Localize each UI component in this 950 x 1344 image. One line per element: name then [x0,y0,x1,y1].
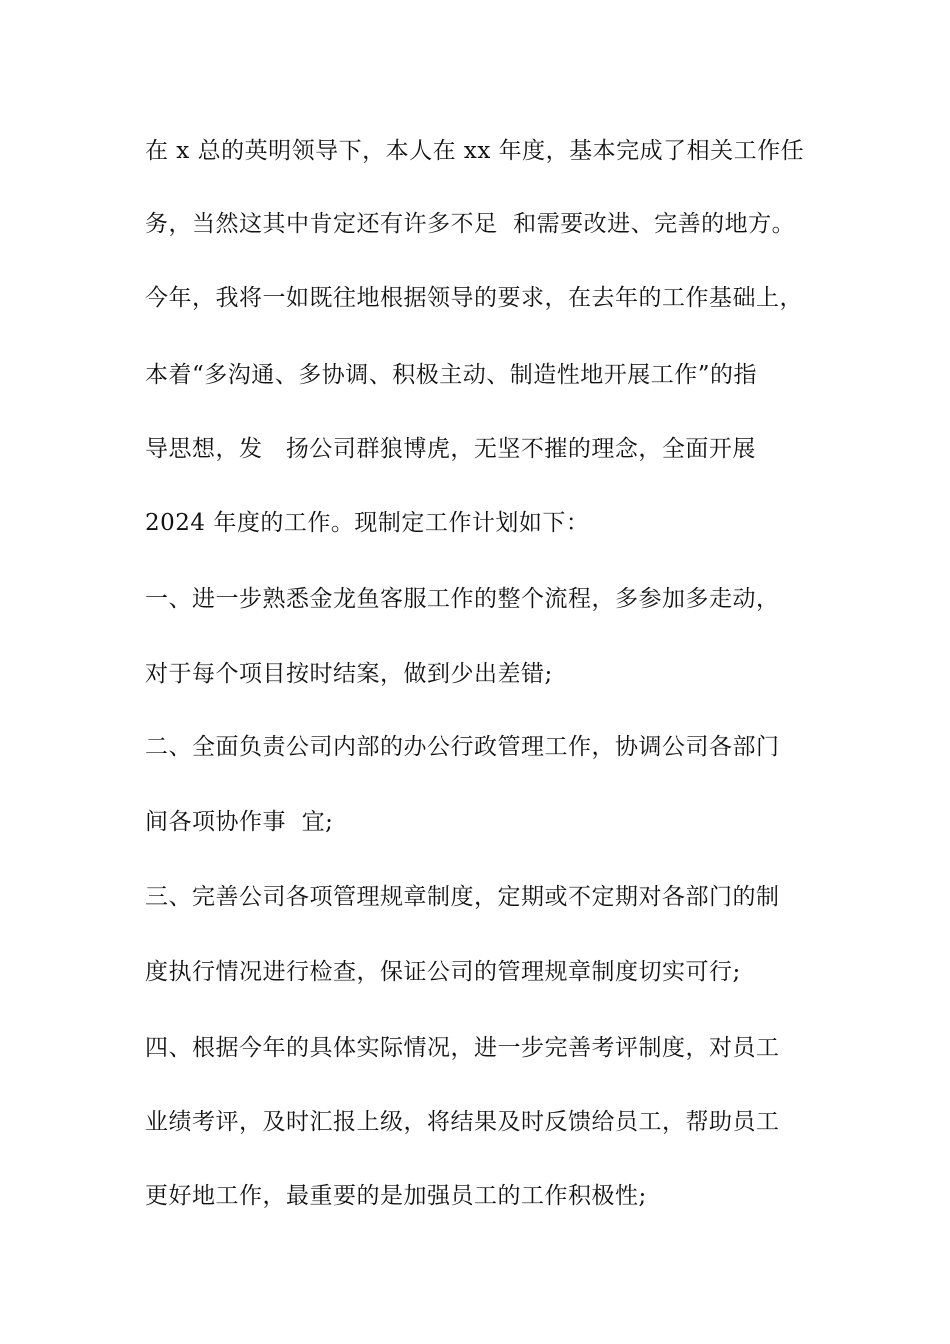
text-line: 二、全面负责公司内部的办公行政管理工作，协调公司各部门 [145,734,780,760]
text-line: 间各项协作事 宜; [145,809,334,835]
text-line: 今年，我将一如既往地根据领导的要求，在去年的工作基础上， [145,285,803,311]
text-line: 一、进一步熟悉金龙鱼客服工作的整个流程，多参加多走动， [145,586,780,612]
text-line: 务，当然这其中肯定还有许多不足 和需要改进、完善的地方。 [145,211,796,237]
text-line: 三、完善公司各项管理规章制度，定期或不定期对各部门的制 [145,884,780,910]
text-line: 2024 年度的工作。现制定工作计划如下： [145,510,590,536]
text-line: 更好地工作，最重要的是加强员工的工作积极性; [145,1183,647,1209]
text-line: 四、根据今年的具体实际情况，进一步完善考评制度，对员工 [145,1035,780,1061]
text-line: 度执行情况进行检查，保证公司的管理规章制度切实可行; [145,959,741,985]
text-line: 对于每个项目按时结案，做到少出差错; [145,661,553,687]
text-line: 业绩考评，及时汇报上级，将结果及时反馈给员工，帮助员工 [145,1109,780,1135]
text-line: 在 x 总的英明领导下，本人在 xx 年度，基本完成了相关工作任 [145,138,805,164]
text-line: 导思想，发 扬公司群狼博虎，无坚不摧的理念，全面开展 [145,436,756,462]
text-line: 本着“多沟通、多协调、积极主动、制造性地开展工作”的指 [145,362,758,388]
